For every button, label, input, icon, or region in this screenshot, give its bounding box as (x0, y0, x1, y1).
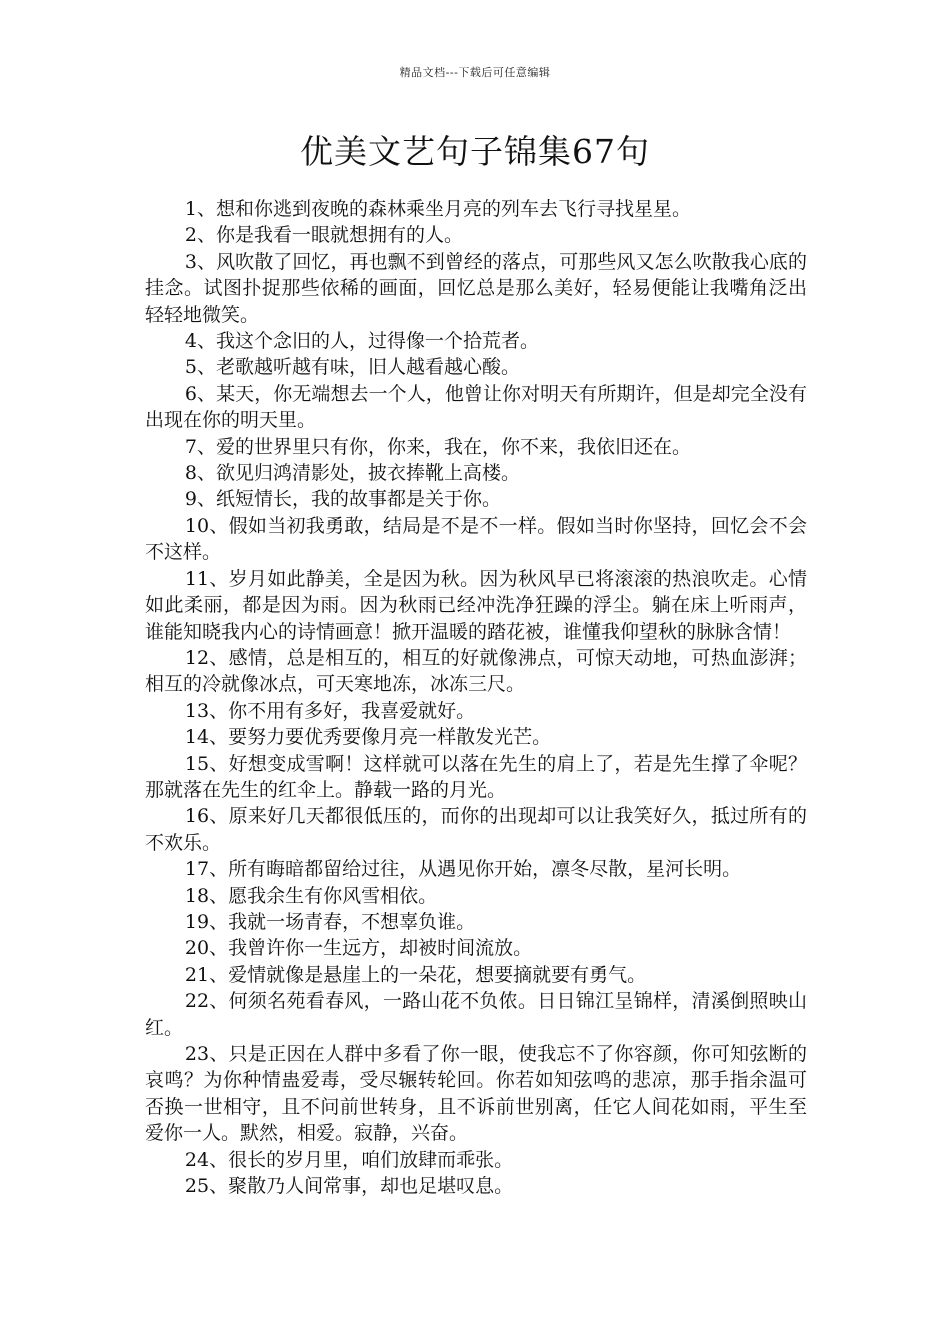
paragraph: 11、岁月如此静美，全是因为秋。因为秋风早已将滚滚的热浪吹走。心情如此柔丽，都是因为雨。因为秋雨已经冲洗净狂躁的浮尘。躺在床上听雨声，谁能知晓我内心的诗情画意！掀开温暖的踏花被，谁懂我仰望秋的脉脉含情！ (145, 567, 807, 643)
paragraph: 3、风吹散了回忆，再也飘不到曾经的落点，可那些风又怎么吹散我心底的挂念。试图扑捉那些依稀的画面，回忆总是那么美好，轻易便能让我嘴角泛出轻轻地微笑。 (145, 250, 807, 326)
paragraph: 5、老歌越听越有味，旧人越看越心酸。 (184, 356, 520, 379)
paragraph: 14、要努力要优秀要像月亮一样散发光芒。 (184, 726, 552, 749)
paragraph: 1、想和你逃到夜晚的森林乘坐月亮的列车去飞行寻找星星。 (184, 198, 691, 220)
paragraph: 4、我这个念旧的人，过得像一个拾荒者。 (184, 330, 539, 353)
paragraph: 25、聚散乃人间常事，却也足堪叹息。 (184, 1175, 514, 1198)
paragraph: 6、某天，你无端想去一个人，他曾让你对明天有所期许，但是却完全没有出现在你的明天里。 (145, 382, 807, 432)
document-body (145, 196, 807, 1199)
document-title: 优美文艺句子锦集67句 (300, 132, 650, 171)
paragraph: 10、假如当初我勇敢，结局是不是不一样。假如当时你坚持，回忆会不会不这样。 (145, 514, 807, 564)
paragraph: 7、爱的世界里只有你，你来，我在，你不来，我依旧还在。 (184, 435, 691, 458)
paragraph: 12、感情，总是相互的，相互的好就像沸点，可惊天动地，可热血澎湃；相互的冷就像冰点，可天寒地冻，冰冻三尺。 (145, 646, 807, 696)
paragraph: 13、你不用有多好，我喜爱就好。 (184, 699, 476, 722)
paragraph: 24、很长的岁月里，咱们放肆而乖张。 (184, 1148, 514, 1171)
page-header: 精品文档---下载后可任意编辑 (399, 66, 551, 79)
paragraph: 20、我曾许你一生远方，却被时间流放。 (184, 937, 533, 960)
paragraph: 15、好想变成雪啊！这样就可以落在先生的肩上了，若是先生撑了伞呢？那就落在先生的红伞上。静载一路的月光。 (145, 752, 807, 801)
paragraph: 22、何须名苑看春风，一路山花不负侬。日日锦江呈锦样，清溪倒照映山红。 (145, 990, 807, 1039)
paragraph: 19、我就一场青春，不想辜负谁。 (184, 910, 476, 933)
paragraph: 9、纸短情长，我的故事都是关于你。 (184, 488, 501, 511)
paragraph: 2、你是我看一眼就想拥有的人。 (184, 224, 463, 247)
paragraph: 23、只是正因在人群中多看了你一眼，使我忘不了你容颜，你可知弦断的哀鸣？为你种情蛊爱毒，受尽辗转轮回。你若如知弦鸣的悲凉，那手指余温可否换一世相守，且不问前世转身，且不诉前世别离，任它人间花如雨，平生至爱你一人。默然，相爱。寂静，兴奋。 (145, 1043, 807, 1145)
paragraph: 21、爱情就像是悬崖上的一朵花，想要摘就要有勇气。 (184, 963, 647, 986)
paragraph: 18、愿我余生有你风雪相依。 (184, 884, 438, 907)
paragraph: 8、欲见归鸿清影处，披衣捧靴上高楼。 (184, 462, 520, 485)
paragraph: 16、原来好几天都很低压的，而你的出现却可以让我笑好久，抵过所有的不欢乐。 (145, 805, 807, 854)
paragraph: 17、所有晦暗都留给过往，从遇见你开始，凛冬尽散，星河长明。 (184, 858, 742, 881)
